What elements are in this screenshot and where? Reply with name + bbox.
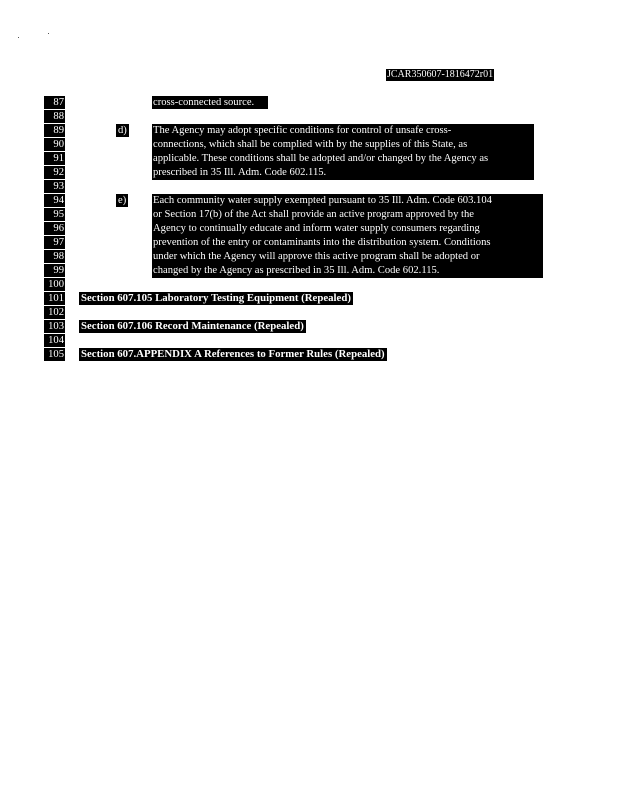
- line-number: 104: [44, 334, 65, 347]
- line-number: 99: [44, 264, 65, 277]
- subsection-e-text: [152, 194, 543, 278]
- scan-speck: [48, 33, 49, 34]
- text-line: changed by the Agency as prescribed in 35 Ill. Adm. Code 602.115.: [153, 265, 440, 276]
- subsection-marker-e: e): [118, 195, 127, 206]
- line-number: 98: [44, 250, 65, 263]
- text-line: cross-connected source.: [153, 97, 255, 108]
- text-line: under which the Agency will approve this active program shall be adopted or: [153, 251, 480, 262]
- section-heading: Section 607.106 Record Maintenance (Repealed): [81, 320, 304, 332]
- line-number: 105: [44, 348, 65, 361]
- line-number: 103: [44, 320, 65, 333]
- subsection-marker-d: d): [118, 125, 127, 136]
- line-number: 90: [44, 138, 65, 151]
- scan-speck: [18, 37, 19, 38]
- line-number: 101: [44, 292, 65, 305]
- text-line: Agency to continually educate and inform water supply consumers regarding: [153, 223, 480, 234]
- section-heading: Section 607.105 Laboratory Testing Equipment (Repealed): [81, 292, 351, 304]
- line-number: 102: [44, 306, 65, 319]
- line-number: 87: [44, 96, 65, 109]
- text-line: The Agency may adopt specific conditions for control of unsafe cross-: [153, 125, 452, 136]
- line-number: 100: [44, 278, 65, 291]
- subsection-d-text: [152, 124, 534, 180]
- section-heading: Section 607.APPENDIX A References to Former Rules (Repealed): [81, 348, 385, 360]
- line-number: 91: [44, 152, 65, 165]
- line-number: 88: [44, 110, 65, 123]
- text-line: connections, which shall be complied with by the supplies of this State, as: [153, 139, 468, 150]
- document-header-code: JCAR350607-1816472r01: [387, 69, 494, 80]
- text-line: applicable. These conditions shall be adopted and/or changed by the Agency as: [153, 153, 489, 164]
- text-line: prevention of the entry or contaminants into the distribution system. Conditions: [153, 237, 491, 248]
- text-line: prescribed in 35 Ill. Adm. Code 602.115.: [153, 167, 327, 178]
- line-number: 92: [44, 166, 65, 179]
- line-number: 93: [44, 180, 65, 193]
- continuation-text: [152, 96, 268, 109]
- text-line: or Section 17(b) of the Act shall provide an active program approved by the: [153, 209, 474, 220]
- line-number: 96: [44, 222, 65, 235]
- line-number: 94: [44, 194, 65, 207]
- line-number: 97: [44, 236, 65, 249]
- line-number: 89: [44, 124, 65, 137]
- text-line: Each community water supply exempted pursuant to 35 Ill. Adm. Code 603.104: [153, 195, 492, 206]
- line-number: 95: [44, 208, 65, 221]
